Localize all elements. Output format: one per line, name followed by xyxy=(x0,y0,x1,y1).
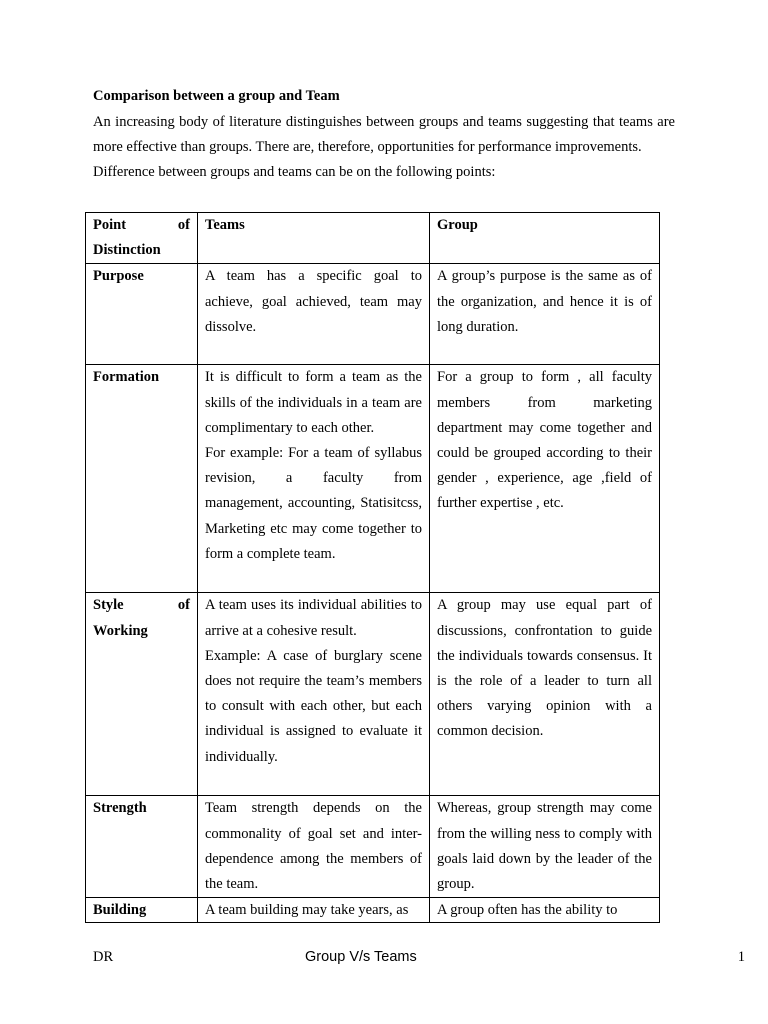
table-row xyxy=(86,593,660,796)
intro-paragraph xyxy=(93,110,675,160)
cell-teams-style-of-working: A team uses its individual abilities to arrive at a cohesive result. Example: A case of burglary scene does not require the team’s members to consult with each other, but each individual is assigned to evaluate it individually. xyxy=(198,593,430,796)
document-heading: Comparison between a group and Team xyxy=(93,88,340,104)
table-row xyxy=(86,898,660,923)
table-header-row xyxy=(86,213,660,264)
cell-group-formation: For a group to form , all faculty members from marketing department may come together and could be grouped according to their gender , experience, age ,field of further expertise , etc. xyxy=(430,365,660,593)
cell-teams-formation: It is difficult to form a team as the skills of the individuals in a team are complimentary to each other. For example: For a team of syllabus revision, a faculty from management, accounting, Statisitcss, Marketing etc may come together to form a complete team. xyxy=(198,365,430,593)
table-row xyxy=(86,264,660,365)
cell-group-strength: Whereas, group strength may come from the willing ness to comply with goals laid down by the leader of the group. xyxy=(430,796,660,898)
header-teams: Teams xyxy=(198,213,430,264)
row-label-formation: Formation xyxy=(86,365,198,593)
row-label-purpose: Purpose xyxy=(86,264,198,365)
page-number: 1 xyxy=(737,949,745,965)
comparison-table xyxy=(85,212,660,923)
table-row xyxy=(86,796,660,898)
footer-title: Group V/s Teams xyxy=(305,949,417,965)
intro-text: An increasing body of literature distinguishes between groups and teams suggesting that teams are more effective than groups. There are, therefore, opportunities for performance improvements. xyxy=(93,114,675,155)
header-group: Group xyxy=(430,213,660,264)
cell-group-style-of-working: A group may use equal part of discussions, confrontation to guide the individuals towards consensus. It is the role of a leader to turn all others varying opinion with a common decision. xyxy=(430,593,660,796)
cell-group-purpose: A group’s purpose is the same as of the organization, and hence it is of long duration. xyxy=(430,264,660,365)
cell-teams-purpose: A team has a specific goal to achieve, goal achieved, team may dissolve. xyxy=(198,264,430,365)
page-footer xyxy=(93,947,751,967)
cell-teams-strength: Team strength depends on the commonality of goal set and inter-dependence among the members of the team. xyxy=(198,796,430,898)
lead-in-text: Difference between groups and teams can be on the following points: xyxy=(93,164,496,180)
row-label-building: Building xyxy=(86,898,198,923)
cell-group-building: A group often has the ability to xyxy=(430,898,660,923)
cell-teams-building: A team building may take years, as xyxy=(198,898,430,923)
header-point-of-distinction: Point of Distinction xyxy=(86,213,198,264)
table-row xyxy=(86,365,660,593)
document-body xyxy=(93,84,675,185)
row-label-style-of-working: Style of Working xyxy=(86,593,198,796)
footer-author: DR xyxy=(93,949,114,965)
row-label-strength: Strength xyxy=(86,796,198,898)
